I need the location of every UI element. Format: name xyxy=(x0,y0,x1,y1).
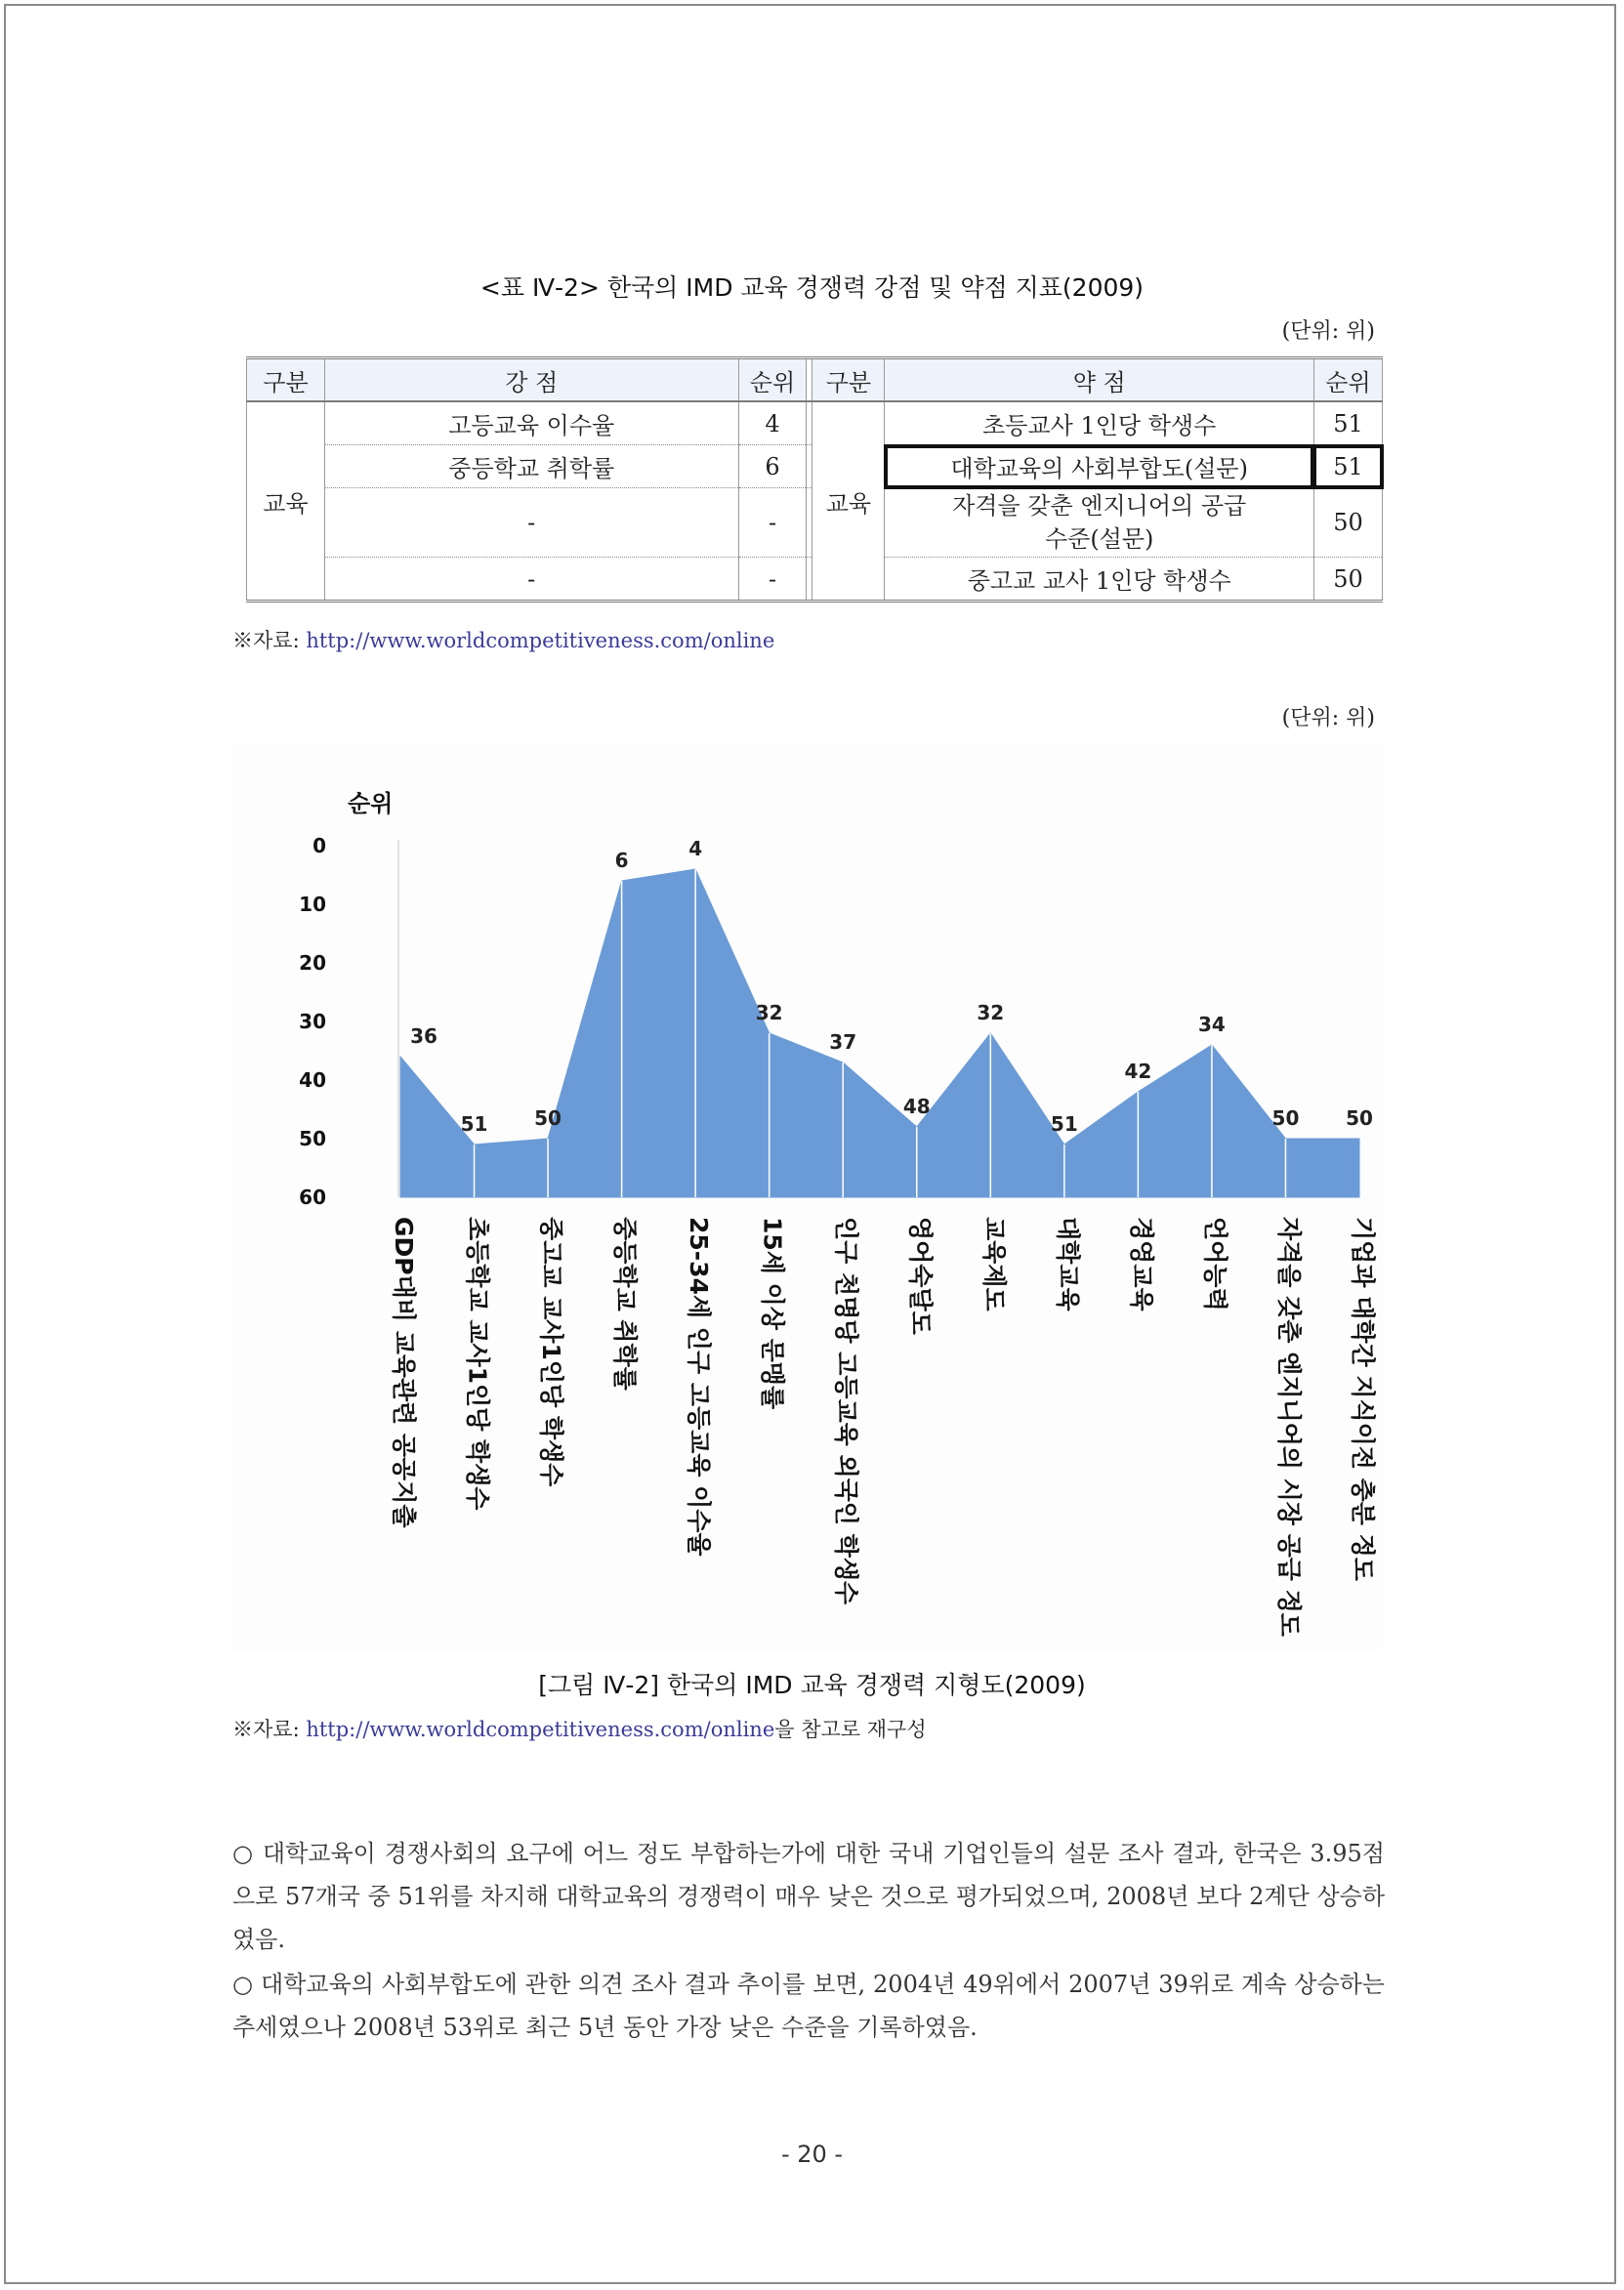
data-label: 4 xyxy=(688,837,703,860)
data-label: 48 xyxy=(902,1095,931,1118)
x-category-label: 중등학교 취학률 xyxy=(610,1217,640,1391)
weakness-name: 중고교 교사 1인당 학생수 xyxy=(885,558,1314,602)
x-category-label: 인구 천명당 고등교육 외국인 학생수 xyxy=(832,1217,861,1605)
strength-rank: - xyxy=(738,488,807,558)
figure-source-prefix: ※자료: xyxy=(232,1718,307,1741)
figure-caption: [그림 Ⅳ-2] 한국의 IMD 교육 경쟁력 지형도(2009) xyxy=(538,1671,1086,1699)
data-label: 50 xyxy=(534,1106,562,1130)
weakness-rank: 50 xyxy=(1313,558,1382,602)
y-tick-label: 60 xyxy=(299,1186,326,1209)
data-label: 50 xyxy=(1271,1106,1300,1130)
data-label: 34 xyxy=(1198,1013,1226,1036)
header-strength: 강 점 xyxy=(324,358,738,402)
table-unit-label: (단위: 위) xyxy=(1281,319,1375,344)
x-category-label: 경영교육 xyxy=(1127,1217,1156,1312)
right-category-cell: 교육 xyxy=(812,401,885,602)
left-category-cell: 교육 xyxy=(247,401,325,602)
page-number: - 20 - xyxy=(780,2141,844,2168)
header-rank-2: 순위 xyxy=(1313,358,1382,402)
x-category-label: 초등학교 교사1인당 학생수 xyxy=(463,1217,492,1511)
data-label: 50 xyxy=(1346,1106,1373,1130)
x-category-label: 언어능력 xyxy=(1200,1217,1229,1312)
data-label: 36 xyxy=(410,1024,437,1048)
x-category-label: 중고교 교사1인당 학생수 xyxy=(537,1217,566,1487)
table-caption: <표 Ⅳ-2> 한국의 IMD 교육 경쟁력 강점 및 약점 지표(2009) xyxy=(479,273,1145,302)
strength-rank: - xyxy=(738,558,807,602)
table-header-row xyxy=(247,358,1383,402)
y-tick-label: 10 xyxy=(299,893,326,916)
strength-rank: 6 xyxy=(738,445,807,488)
table-source-prefix: ※자료: xyxy=(232,629,307,652)
header-category-2: 구분 xyxy=(812,358,885,402)
data-label: 51 xyxy=(460,1112,488,1136)
weakness-name-multiline xyxy=(885,488,1314,558)
weakness-name-line1: 자격을 갖춘 엔지니어의 공급 xyxy=(952,492,1247,520)
paragraph-1: ○ 대학교육이 경쟁사회의 요구에 어느 정도 부합하는가에 대한 국내 기업인들의 설문 조사 결과, 한국은 3.95점으로 57개국 중 51위를 차지해 대학교육의 경쟁력이 매우 낮은 것으로 평가되었으며, 2008년 보다 2계단 상승하였음. xyxy=(232,1840,1385,1953)
x-category-label: 교육제도 xyxy=(979,1217,1009,1312)
strength-name: - xyxy=(324,488,738,558)
figure-source-link[interactable]: http://www.worldcompetitiveness.com/online xyxy=(306,1718,775,1741)
header-rank: 순위 xyxy=(738,358,807,402)
weakness-rank-highlighted: 51 xyxy=(1313,445,1382,488)
y-tick-label: 0 xyxy=(312,834,326,857)
figure-source-suffix: 을 참고로 재구성 xyxy=(774,1718,927,1741)
weakness-name: 초등교사 1인당 학생수 xyxy=(885,401,1314,445)
x-category-label: 영어숙달도 xyxy=(905,1217,935,1335)
table-source xyxy=(232,625,774,654)
header-category: 구분 xyxy=(247,358,325,402)
x-category-label: GDP대비 교육관련 공공지출 xyxy=(390,1217,418,1528)
data-label: 51 xyxy=(1050,1112,1078,1136)
weakness-rank: 50 xyxy=(1313,488,1382,558)
x-category-label: 대학교육 xyxy=(1053,1217,1082,1312)
header-weakness: 약 점 xyxy=(885,358,1314,402)
data-label: 42 xyxy=(1124,1060,1152,1083)
strength-weakness-table xyxy=(246,356,1383,603)
column-gap xyxy=(807,488,812,558)
data-label: 6 xyxy=(614,849,629,872)
y-tick-label: 20 xyxy=(299,951,326,975)
data-label: 37 xyxy=(829,1030,857,1054)
table-row xyxy=(247,401,1383,445)
strength-name: 고등교육 이수율 xyxy=(324,401,738,445)
y-axis-label: 순위 xyxy=(348,790,394,817)
strength-name: 중등학교 취학률 xyxy=(324,445,738,488)
x-category-label: 자격을 갖춘 엔지니어의 시장 공급 정도 xyxy=(1274,1217,1304,1637)
y-tick-label: 40 xyxy=(299,1068,326,1092)
weakness-name-highlighted: 대학교육의 사회부합도(설문) xyxy=(885,445,1314,488)
weakness-rank: 51 xyxy=(1313,401,1382,445)
x-category-label: 25-34세 인구 고등교육 이수율 xyxy=(685,1217,714,1557)
figure-source xyxy=(232,1714,927,1743)
x-category-label: 15세 이상 문맹률 xyxy=(758,1217,787,1410)
area-chart xyxy=(230,744,1383,1650)
column-gap xyxy=(807,558,812,602)
strength-rank: 4 xyxy=(738,401,807,445)
figure-unit-label: (단위: 위) xyxy=(1281,706,1375,730)
y-tick-label: 50 xyxy=(299,1127,326,1150)
data-label: 32 xyxy=(755,1001,783,1024)
x-category-label: 기업과 대학간 지식이전 충분 정도 xyxy=(1349,1217,1377,1581)
strength-name: - xyxy=(324,558,738,602)
table-source-link[interactable]: http://www.worldcompetitiveness.com/online xyxy=(306,629,775,652)
chart-container xyxy=(230,744,1383,1650)
paragraph-2: ○ 대학교육의 사회부합도에 관한 의견 조사 결과 추이를 보면, 2004년 49위에서 2007년 39위로 계속 상승하는 추세였으나 2008년 53위로 최근 5년 동안 가장 낮은 수준을 기록하였음. xyxy=(232,1971,1385,2041)
weakness-name-line2: 수준(설문) xyxy=(1044,525,1154,553)
y-tick-label: 30 xyxy=(299,1010,326,1033)
column-gap xyxy=(807,445,812,488)
data-label: 32 xyxy=(977,1001,1005,1024)
